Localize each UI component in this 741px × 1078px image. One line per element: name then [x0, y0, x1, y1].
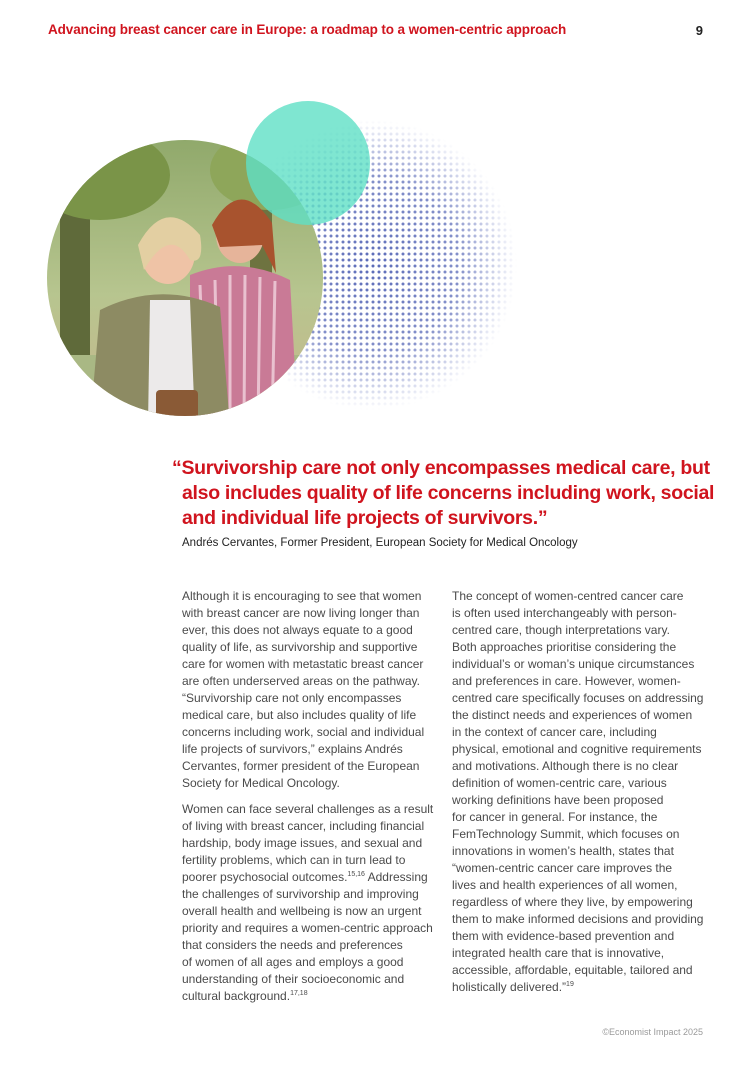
text-line: with breast cancer are now living longer than — [182, 606, 420, 620]
text-line: overall health and wellbeing is now an urgent — [182, 904, 422, 918]
text-line: in the context of cancer care, including — [452, 725, 657, 739]
text-line: ever, this does not always equate to a good — [182, 623, 413, 637]
text-line — [182, 869, 438, 886]
paragraph — [452, 588, 708, 996]
text-line: quality of life, as survivorship and supportive — [182, 640, 418, 654]
pull-quote — [172, 456, 715, 531]
text-line: centred care, though interpretations vary. — [452, 623, 670, 637]
text-line: care for women with metastatic breast cancer — [182, 657, 424, 671]
text-line: medical care, but also includes quality of life — [182, 708, 417, 722]
text-line: understanding of their socioeconomic and — [182, 972, 405, 986]
quote-line: “Survivorship care not only encompasses medical care, but — [172, 457, 710, 479]
text-segment: cultural background. — [182, 989, 291, 1003]
text-line: physical, emotional and cognitive requirements — [452, 742, 702, 756]
text-line: and preferences in care. However, women- — [452, 674, 681, 688]
text-line: are often underserved areas on the pathway. — [182, 674, 420, 688]
report-title: Advancing breast cancer care in Europe: a roadmap to a women-centric approach — [48, 22, 567, 37]
text-line: innovations in women’s health, states that — [452, 844, 674, 858]
text-line: priority and requires a women-centric approach — [182, 921, 433, 935]
copyright-footer: ©Economist Impact 2025 — [602, 1027, 703, 1037]
text-line: them with evidence-based prevention and — [452, 929, 675, 943]
text-line: hardship, body image issues, and sexual and — [182, 836, 423, 850]
text-segment: poorer psychosocial outcomes. — [182, 870, 348, 884]
footnote-ref: 15,16 — [347, 871, 365, 878]
text-line: FemTechnology Summit, which focuses on — [452, 827, 680, 841]
footnote-ref: 19 — [566, 981, 574, 988]
text-line: of women of all ages and employs a good — [182, 955, 404, 969]
text-line: of living with breast cancer, including financial — [182, 819, 425, 833]
text-line: that considers the needs and preferences — [182, 938, 403, 952]
footnote-ref: 17,18 — [290, 990, 308, 997]
text-line: accessible, affordable, equitable, tailored and — [452, 963, 693, 977]
text-segment: holistically delivered.” — [452, 980, 567, 994]
text-line: Society for Medical Oncology. — [182, 776, 340, 790]
text-line: Both approaches prioritise considering the — [452, 640, 677, 654]
text-line: and motivations. Although there is no clear — [452, 759, 679, 773]
teal-circle — [246, 101, 370, 225]
text-line: them to make informed decisions and providing — [452, 912, 704, 926]
text-line: “Survivorship care not only encompasses — [182, 691, 402, 705]
text-line — [452, 979, 708, 996]
text-line: life projects of survivors,” explains Andrés — [182, 742, 403, 756]
quote-line: and individual life projects of survivors.” — [182, 507, 548, 529]
text-line: regardless of where they live, by empowering — [452, 895, 693, 909]
paragraph — [182, 801, 438, 1005]
text-line: the challenges of survivorship and improving — [182, 887, 419, 901]
text-line: “women-centric cancer care improves the — [452, 861, 673, 875]
text-line: Cervantes, former president of the European — [182, 759, 420, 773]
text-line: centred care specifically focuses on addressing — [452, 691, 704, 705]
quote-attribution: Andrés Cervantes, Former President, European Society for Medical Oncology — [182, 537, 578, 549]
text-segment: Addressing — [364, 870, 428, 884]
paragraph — [182, 588, 438, 792]
text-line: individual’s or woman’s unique circumstances — [452, 657, 695, 671]
body-column-right — [452, 588, 708, 1005]
text-line: definition of women-centric care, various — [452, 776, 667, 790]
text-line: for cancer in general. For instance, the — [452, 810, 658, 824]
text-line: fertility problems, which can in turn lead to — [182, 853, 406, 867]
text-line: lives and health experiences of all women, — [452, 878, 678, 892]
text-line: The concept of women-centred cancer care — [452, 589, 684, 603]
text-line: the distinct needs and experiences of women — [452, 708, 693, 722]
text-line: integrated health care that is innovative, — [452, 946, 665, 960]
quote-line: also includes quality of life concerns including work, social — [182, 482, 715, 504]
text-line: Although it is encouraging to see that women — [182, 589, 422, 603]
text-line — [182, 988, 438, 1005]
hero-illustration — [40, 95, 540, 435]
text-line: working definitions have been proposed — [452, 793, 664, 807]
body-column-left — [182, 588, 438, 1014]
page-number: 9 — [695, 23, 703, 38]
text-line: concerns including work, social and individual — [182, 725, 425, 739]
text-line: is often used interchangeably with person- — [452, 606, 677, 620]
text-line: Women can face several challenges as a result — [182, 802, 434, 816]
